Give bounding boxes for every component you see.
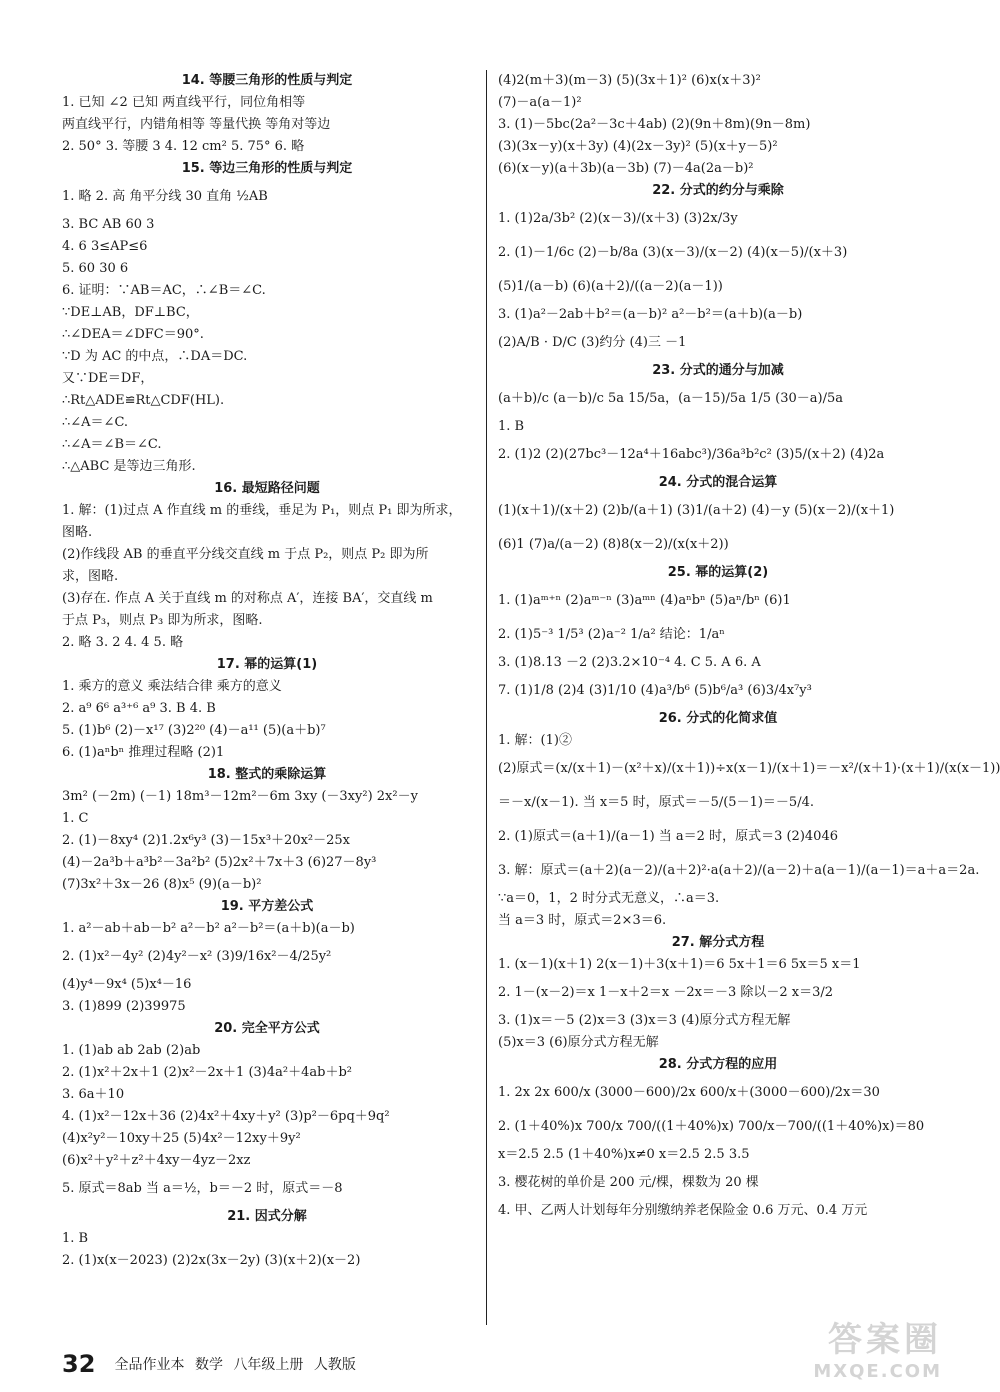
answer-line: (3)(3x－y)(x＋3y) (4)(2x－3y)² (5)(x＋y－5)² [498,139,778,154]
answer-line: 当 a＝3 时，原式＝2×3＝6. [498,913,667,928]
answer-section [62,654,472,764]
answer-line: 2. (1)2 (2)(27bc³－12a⁴＋16abc³)/36a³b²c² (3)5/(x＋2) (4)2a [498,447,885,462]
answer-line: 1. 解：(1)② [498,733,572,748]
answer-line: 5. 原式＝8ab 当 a＝½，b＝－2 时，原式＝－8 [62,1181,343,1196]
answer-line: 2. (1)－1/6c (2)－b/8a (3)(x－3)/(x－2) (4)(x－5)/(x＋3) [498,245,848,260]
answer-line: 于点 P₃，则点 P₃ 即为所求，图略. [62,613,263,628]
answer-line: 1. (x－1)(x＋1) 2(x－1)＋3(x＋1)＝6 5x＋1＝6 5x＝5 x＝1 [498,957,861,972]
answer-line: 2. a⁹ 6⁶ a³⁺⁶ a⁹ 3. B 4. B [62,701,216,716]
answer-line: 求，图略. [62,569,119,584]
answer-line: 1. C [62,811,89,826]
answer-line: (6)x²＋y²＋z²＋4xy－4yz－2xz [62,1153,251,1168]
watermark-url: MXQE.COM [813,1361,942,1382]
watermark-title: 答案圈 [828,1320,942,1360]
answer-line: 5. 60 30 6 [62,261,129,276]
left-column [62,70,472,1272]
answer-line: 1. a²－ab＋ab－b² a²－b² a²－b²＝(a＋b)(a－b) [62,921,355,936]
answer-line: (5)1/(a－b) (6)(a＋2)/((a－2)(a－1)) [498,279,723,294]
answer-line: ∵DE⊥AB，DF⊥BC， [62,305,199,320]
page-footer [62,1350,356,1386]
answer-section [498,1054,938,1222]
answer-line: 6. 证明：∵AB＝AC，∴∠B＝∠C. [62,283,266,298]
right-column [498,70,1000,1222]
answer-line: 图略. [62,525,93,540]
answer-line: 2. (1)5⁻³ 1/5³ (2)a⁻² 1/a² 结论：1/aⁿ [498,627,725,642]
answer-line: 1. 2x 2x 600/x (3000－600)/2x 600/x＋(3000－600)/2x＝30 [498,1085,880,1100]
answer-line: 1. (1)aᵐ⁺ⁿ (2)aᵐ⁻ⁿ (3)aᵐⁿ (4)aⁿbⁿ (5)aⁿ/bⁿ (6)1 [498,593,791,608]
answer-line: (1)(x＋1)/(x＋2) (2)b/(a＋1) (3)1/(a＋2) (4)－y (5)(x－2)/(x＋1) [498,503,895,518]
answer-line: 1. B [498,419,525,434]
answer-section [498,562,938,708]
section-title: 18. 整式的乘除运算 [207,767,327,782]
answer-line: (7)3x²＋3x－26 (8)x⁵ (9)(a－b)² [62,877,262,892]
answer-section [62,764,472,896]
answer-line: 7. (1)1/8 (2)4 (3)1/10 (4)a³/b⁶ (5)b⁶/a³ (6)3/4x⁷y³ [498,683,812,698]
answer-line: 2. 50° 3. 等腰 3 4. 12 cm² 5. 75° 6. 略 [62,139,305,154]
answer-line: 3. 6a＋10 [62,1087,125,1102]
answer-line: (2)原式＝(x/(x＋1)－(x²＋x)/(x＋1))÷x(x－1)/(x＋1)＝－x²/(x＋1)·(x＋1)/(x(x－1)) [498,761,1000,776]
section-title: 26. 分式的化简求值 [658,711,778,726]
answer-line: 2. (1)－8xy⁴ (2)1.2x⁶y³ (3)－15x³＋20x²－25x [62,833,351,848]
section-title: 17. 幂的运算(1) [216,657,318,672]
answer-line: (4)x²y²－10xy＋25 (5)4x²－12xy＋9y² [62,1131,301,1146]
section-title: 19. 平方差公式 [220,899,314,914]
page-number: 32 [62,1350,96,1378]
answer-section [498,472,938,562]
answer-section [62,158,472,478]
section-title: 24. 分式的混合运算 [658,475,778,490]
answer-line: (2)A/B · D/C (3)约分 (4)三 －1 [498,335,687,350]
section-title: 23. 分式的通分与加减 [652,363,784,378]
answer-line: 2. (1)原式＝(a＋1)/(a－1) 当 a＝2 时，原式＝3 (2)4046 [498,829,838,844]
answer-line: 2. 略 3. 2 4. 4 5. 略 [62,635,184,650]
column-divider [486,70,487,1325]
answer-section [498,360,938,472]
answer-line: (5)x＝3 (6)原分式方程无解 [498,1035,659,1050]
answer-line: 3. 樱花树的单价是 200 元/棵，棵数为 20 棵 [498,1175,759,1190]
answer-section [62,478,472,654]
answer-line: ∴∠A＝∠B＝∠C. [62,437,162,452]
answer-section [498,932,938,1054]
answer-line: 1. B [62,1231,89,1246]
answer-line: ∴△ABC 是等边三角形. [62,459,196,474]
section-title: 25. 幂的运算(2) [667,565,769,580]
answer-line: (a＋b)/c (a－b)/c 5a 15/5a，(a－15)/5a 1/5 (30－a)/5a [498,391,843,406]
answer-line: ＝－x/(x－1). 当 x＝5 时，原式＝－5/(5－1)＝－5/4. [498,795,814,810]
answer-line: 又∵DE＝DF， [62,371,154,386]
answer-line: (7)－a(a－1)² [498,95,582,110]
answer-line: 6. (1)aⁿbⁿ 推理过程略 (2)1 [62,745,225,760]
answer-section [62,1018,472,1206]
section-title: 20. 完全平方公式 [214,1021,320,1036]
answer-line: 两直线平行，内错角相等 等量代换 等角对等边 [62,117,331,132]
book-title: 全品作业本 数学 八年级上册 人教版 [114,1357,356,1373]
answer-line: (2)作线段 AB 的垂直平分线交直线 m 于点 P₂，则点 P₂ 即为所 [62,547,429,562]
answer-line: ∵D 为 AC 的中点，∴DA＝DC. [62,349,248,364]
answer-line: 2. (1)x(x－2023) (2)2x(3x－2y) (3)(x＋2)(x－2) [62,1253,361,1268]
answer-line: 4. 甲、乙两人计划每年分别缴纳养老保险金 0.6 万元、0.4 万元 [498,1203,868,1218]
answer-line: 1. 略 2. 高 角平分线 30 直角 ½AB [62,189,268,204]
section-title: 16. 最短路径问题 [214,481,320,496]
answer-line: (6)1 (7)a/(a－2) (8)8(x－2)/(x(x＋2)) [498,537,729,552]
section-title: 14. 等腰三角形的性质与判定 [181,73,353,88]
answer-line: (3)存在. 作点 A 关于直线 m 的对称点 A′，连接 BA′，交直线 m [62,591,433,606]
answer-line: (6)(x－y)(a＋3b)(a－3b) (7)－4a(2a－b)² [498,161,754,176]
answer-section [62,70,472,158]
section-title: 15. 等边三角形的性质与判定 [181,161,353,176]
answer-section [498,708,1000,932]
answer-line: 3. BC AB 60 3 [62,217,155,232]
section-title: 28. 分式方程的应用 [658,1057,778,1072]
answer-line: 2. (1)x²＋2x＋1 (2)x²－2x＋1 (3)4a²＋4ab＋b² [62,1065,352,1080]
answer-line: 3. 解：原式＝(a＋2)(a－2)/(a＋2)²·a(a＋2)/(a－2)＋a(a－1)/(a－1)＝a＋a＝2a. [498,863,980,878]
answer-line: 1. 解：(1)过点 A 作直线 m 的垂线，垂足为 P₁，则点 P₁ 即为所求， [62,503,462,518]
answer-line: ∴∠A＝∠C. [62,415,129,430]
answer-section [62,896,472,1018]
answer-line: 3. (1)8.13 －2 (2)3.2×10⁻⁴ 4. C 5. A 6. A [498,655,761,670]
section-title: 27. 解分式方程 [671,935,765,950]
answer-line: ∵a＝0，1，2 时分式无意义，∴a＝3. [498,891,720,906]
answer-line: 2. 1－(x－2)＝x 1－x＋2＝x －2x＝－3 除以－2 x＝3/2 [498,985,834,1000]
answer-line: 3m² (－2m) (－1) 18m³－12m²－6m 3xy (－3xy²) 2x²－y [62,789,418,804]
section-title: 21. 因式分解 [227,1209,307,1224]
answer-line: 4. 6 3≤AP≤6 [62,239,148,254]
answer-section [498,70,938,180]
answer-line: 1. 已知 ∠2 已知 两直线平行，同位角相等 [62,95,306,110]
answer-line: ∴Rt△ADE≌Rt△CDF(HL). [62,393,225,408]
answer-line: 3. (1)a²－2ab＋b²＝(a－b)² a²－b²＝(a＋b)(a－b) [498,307,803,322]
answer-line: 4. (1)x²－12x＋36 (2)4x²＋4xy＋y² (3)p²－6pq＋9q² [62,1109,390,1124]
answer-line: 5. (1)b⁶ (2)－x¹⁷ (3)2²⁰ (4)－a¹¹ (5)(a＋b)⁷ [62,723,326,738]
answer-line: x＝2.5 2.5 (1＋40%)x≠0 x＝2.5 2.5 3.5 [498,1147,750,1162]
answer-line: (4)－2a³b＋a³b²－3a²b² (5)2x²＋7x＋3 (6)27－8y³ [62,855,377,870]
answer-line: ∴∠DEA＝∠DFC＝90°. [62,327,204,342]
answer-line: (4)y⁴－9x⁴ (5)x⁴－16 [62,977,192,992]
watermark-logo [813,1312,942,1382]
answer-line: (4)2(m＋3)(m－3) (5)(3x＋1)² (6)x(x＋3)² [498,73,761,88]
answer-line: 3. (1)x＝－5 (2)x＝3 (3)x＝3 (4)原分式方程无解 [498,1013,791,1028]
answer-line: 2. (1＋40%)x 700/x 700/((1＋40%)x) 700/x－700/((1＋40%)x)＝80 [498,1119,925,1134]
answer-line: 1. 乘方的意义 乘法结合律 乘方的意义 [62,679,282,694]
answer-section [498,180,938,360]
answer-line: 3. (1)－5bc(2a²－3c＋4ab) (2)(9n＋8m)(9n－8m) [498,117,811,132]
answer-line: 1. (1)ab ab 2ab (2)ab [62,1043,201,1058]
answer-line: 1. (1)2a/3b² (2)(x－3)/(x＋3) (3)2x/3y [498,211,738,226]
answer-section [62,1206,472,1272]
section-title: 22. 分式的约分与乘除 [652,183,784,198]
answer-line: 3. (1)899 (2)39975 [62,999,186,1014]
answer-line: 2. (1)x²－4y² (2)4y²－x² (3)9/16x²－4/25y² [62,949,332,964]
